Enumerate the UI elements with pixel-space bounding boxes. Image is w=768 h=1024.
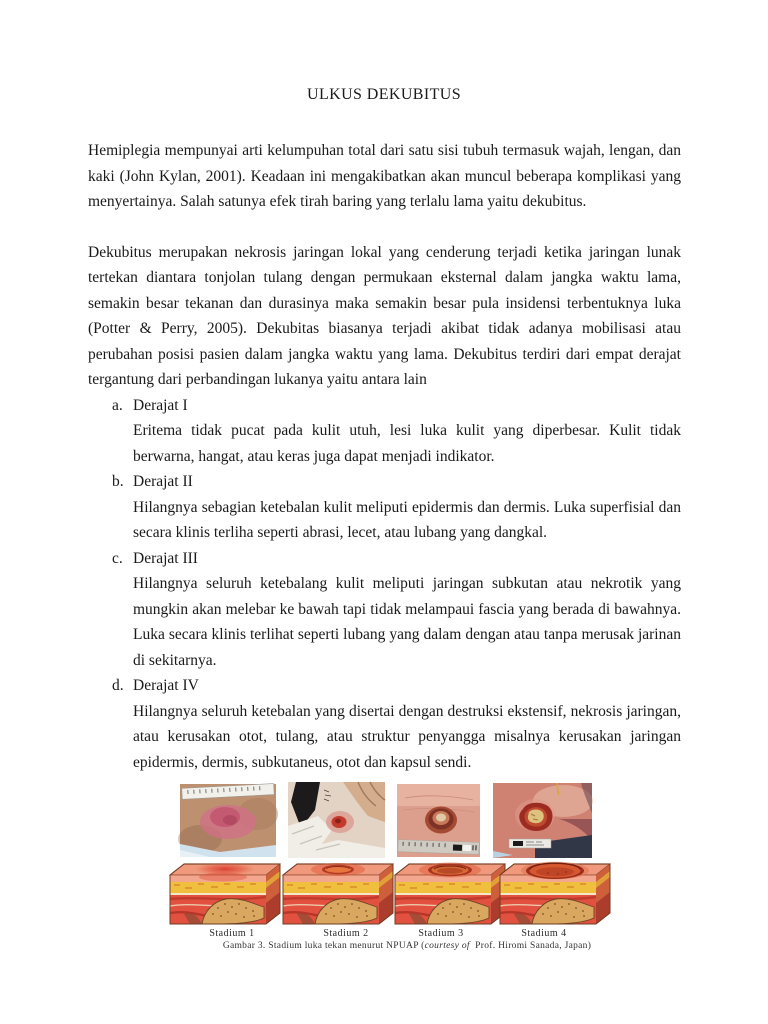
page-title: ULKUS DEKUBITUS [307,86,461,103]
list-marker: d. [112,677,124,694]
list-item-title: Derajat I [133,396,188,414]
photo-stage-4 [493,783,593,858]
stage-label-3: Stadium 3 [418,928,464,939]
derajat-list [88,393,681,776]
photo-stage-3 [397,784,480,857]
photo-stage-1 [178,784,278,857]
paragraph-hemiplegia: Hemiplegia mempunyai arti kelumpuhan total dari satu sisi tubuh termasuk wajah, lengan, dan kaki (John Kylan, 2001). Keadaan ini mengakibatkan akan muncul beberapa komplikasi yang menyertainya. Salah satunya efek tirah baring yang terlalu lama yaitu dekubitus. [88,142,681,210]
figure-stadium-luka-tekan [164,781,624,963]
list-item-body: Hilangnya seluruh ketebalan yang disertai dengan destruksi ekstensif, nekrosis jaringan, atau kerusakan otot, tulang, atau struktur penyangga misalnya kerusakan jaringan epidermis, dermis, subkutaneus, otot dan kapsul sendi. [133,702,681,771]
diagram-stage-4-crater [521,862,589,880]
figure-graphic [164,781,624,927]
paragraph-dekubitus: Dekubitus merupakan nekrosis jaringan lokal yang cenderung terjadi ketika jaringan lunak tertekan diantara tonjolan tulang dengan permukaan eksternal dalam jangka waktu lama, semakin besar tekanan dan durasinya maka semakin besar pula insidensi terbentuknya luka (Potter & Perry, 2005). Dekubitas biasanya terjadi akibat tidak adanya mobilisasi atau perubahan posisi pasien dalam jangka waktu yang lama. Dekubitus terdiri dari empat derajat tergantung dari perbandingan lukanya yaitu antara lain [88,243,681,388]
list-marker: c. [112,549,123,567]
list-item-body: Eritema tidak pucat pada kulit utuh, lesi luka kulit yang diperbesar. Kulit tidak berwarna, hangat, atau keras juga dapat menjadi indikator. [133,422,681,465]
list-item-derajat-4 [88,673,681,775]
photo-stage-2 [288,782,385,858]
figure-caption-suffix: Prof. Hiromi Sanada, Japan) [469,941,592,951]
figure-caption-prefix: Gambar 3. Stadium luka tekan menurut NPUAP ( [222,941,425,951]
list-item-derajat-3 [88,546,681,674]
list-item-title: Derajat IV [133,677,199,694]
document-body [88,138,681,775]
figure-caption [164,941,624,951]
diagram-stage-3-crater [419,863,481,878]
list-marker: a. [112,396,123,414]
list-item-body: Hilangnya seluruh ketebalang kulit meliputi jaringan subkutan atau nekrotik yang mungkin akan melebar ke bawah tapi tidak melampaui fascia yang berada di bawahnya. Luka secara klinis terlihat seperti lubang yang dalam dengan atau tanpa merusak jarinan di sekitarnya. [133,575,681,669]
list-item-derajat-2 [88,469,681,546]
list-item-body: Hilangnya sebagian ketebalan kulit meliputi epidermis dan dermis. Luka superfisial dan secara klinis terliha seperti abrasi, lecet, atau lubang yang dangkal. [133,498,681,541]
figure-caption-italic: courtesy of [424,941,470,951]
stage-label-1: Stadium 1 [209,928,255,939]
list-marker: b. [112,473,124,490]
diagram-stage-2-crater [311,863,365,876]
stage-label-4: Stadium 4 [521,928,567,939]
list-item-title: Derajat III [133,549,198,567]
list-item-title: Derajat II [133,473,193,490]
list-item-derajat-1 [88,393,681,470]
stage-label-2: Stadium 2 [323,928,369,939]
